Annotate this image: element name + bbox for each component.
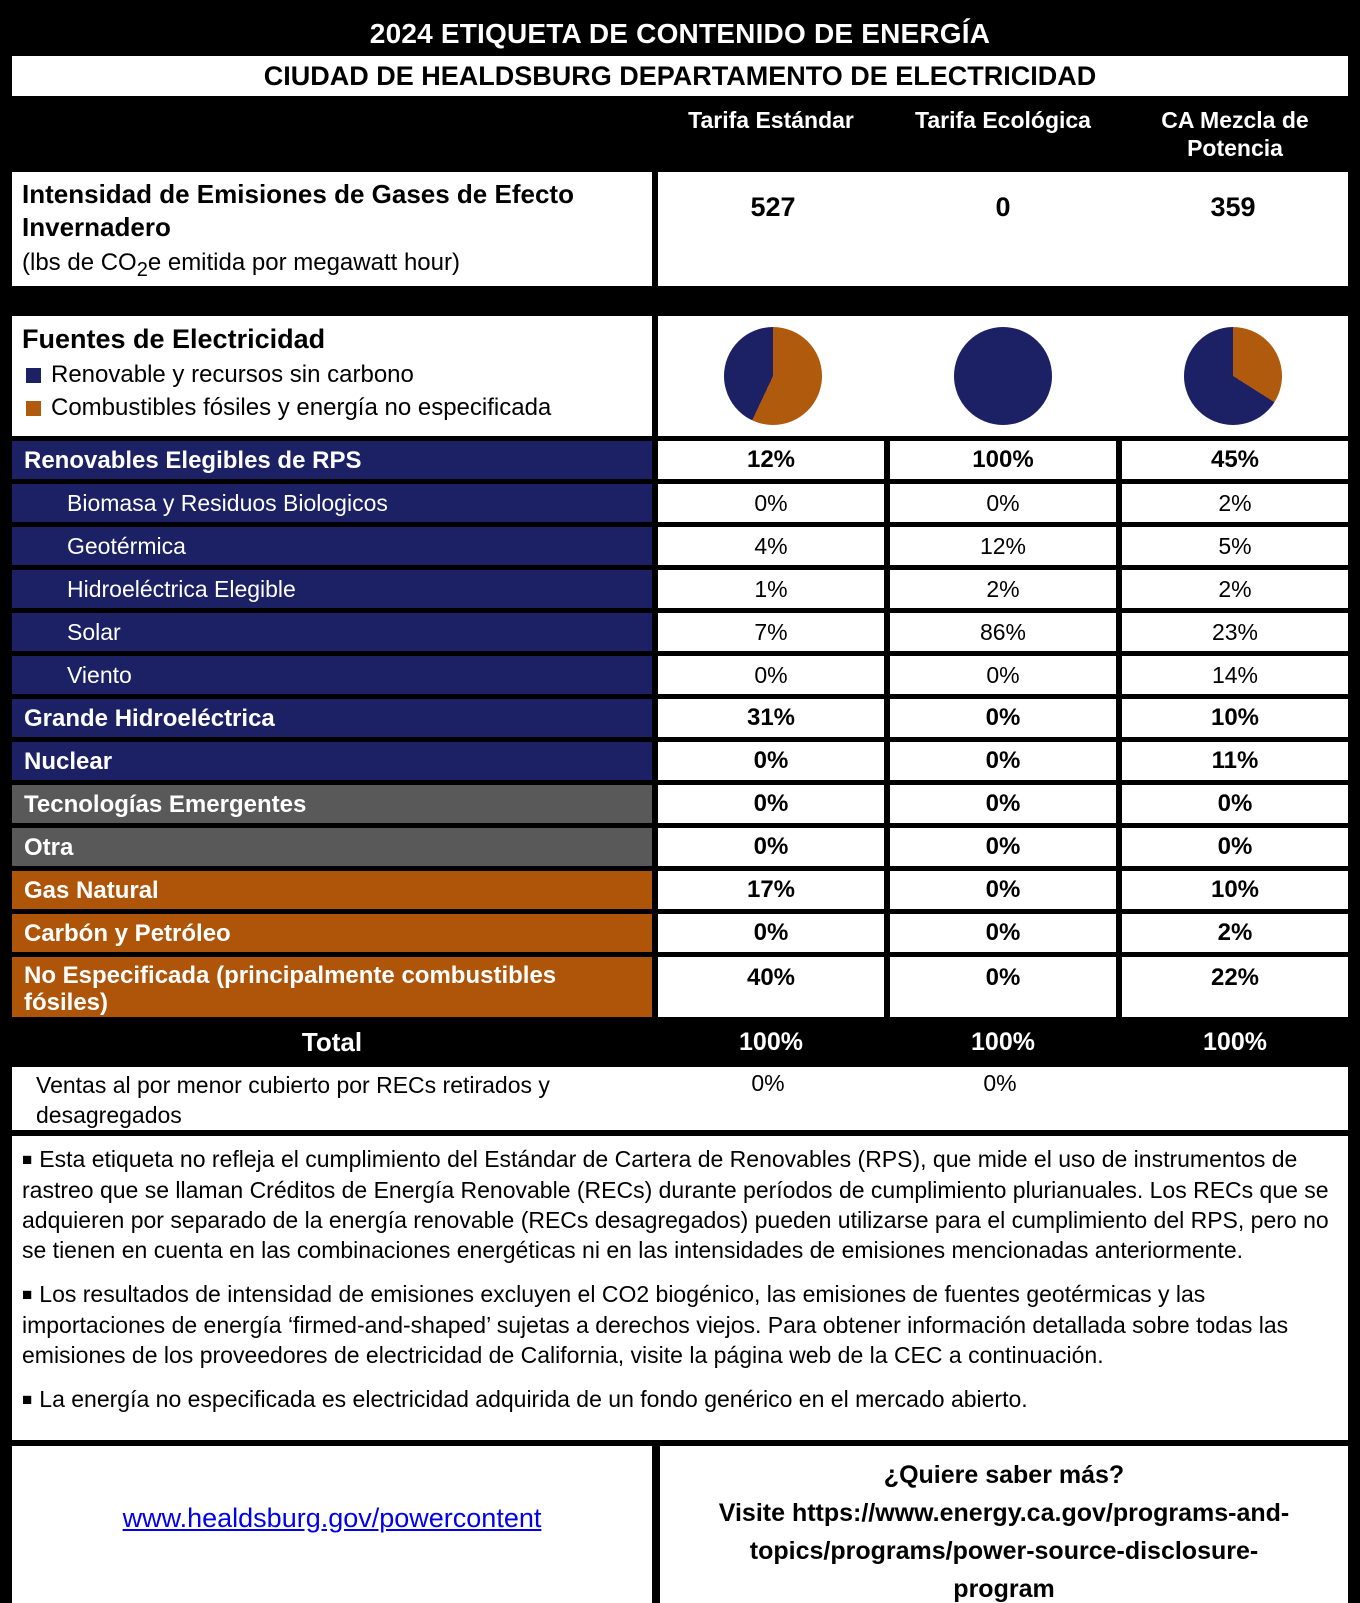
row-otra: Otra 0% 0% 0% xyxy=(12,828,1348,866)
ghg-intensity-label xyxy=(12,172,652,286)
row-tecnologias-emergentes: Tecnologías Emergentes 0% 0% 0% xyxy=(12,785,1348,823)
ghg-value-standard: 527 xyxy=(750,192,796,222)
ghg-value-ca-mix: 359 xyxy=(1210,192,1256,222)
footer-more-info-cell xyxy=(660,1446,1348,1603)
document-title: 2024 ETIQUETA DE CONTENIDO DE ENERGÍA xyxy=(369,18,991,49)
more-info-title: ¿Quiere saber más? xyxy=(883,1461,1125,1489)
footer xyxy=(12,1446,1348,1603)
note-unspecified: ■ La energía no especificada es electricidad adquirida de un fondo genérico en el mercado abierto. xyxy=(22,1386,1028,1412)
row-carbon-petroleo: Carbón y Petróleo 0% 0% 2% xyxy=(12,914,1348,952)
legend-renewable: Renovable y recursos sin carbono xyxy=(22,362,648,388)
footer-link-cell xyxy=(12,1446,652,1603)
more-info-url: Visite https://www.energy.ca.gov/programs-and-topics/programs/power-source-disclosure-program xyxy=(718,1499,1290,1603)
pie-charts-cell xyxy=(658,316,1348,436)
bullet-icon: ■ xyxy=(22,1150,33,1169)
pie-chart-tarifa-estandar xyxy=(724,327,822,425)
row-biomasa: Biomasa y Residuos Biologicos 0% 0% 2% xyxy=(12,484,1348,522)
sources-legend-cell xyxy=(12,316,652,436)
powercontent-link[interactable]: www.healdsburg.gov/powercontent xyxy=(122,1502,542,1533)
ghg-title: Intensidad de Emisiones de Gases de Efecto Invernadero xyxy=(22,179,574,242)
pie-chart-ca-mezcla xyxy=(1184,327,1282,425)
row-geotermica: Geotérmica 4% 12% 5% xyxy=(12,527,1348,565)
ghg-intensity-row xyxy=(12,172,1348,281)
subtitle-band xyxy=(12,56,1348,96)
row-renovables-rps: Renovables Elegibles de RPS 12% 100% 45% xyxy=(12,441,1348,479)
ghg-value-green: 0 xyxy=(995,192,1011,222)
row-grande-hidroelectrica: Grande Hidroeléctrica 31% 0% 10% xyxy=(12,699,1348,737)
legend-swatch-renewable-icon xyxy=(26,368,41,383)
column-headers xyxy=(12,96,1348,172)
row-nuclear: Nuclear 0% 0% 11% xyxy=(12,742,1348,780)
bullet-icon: ■ xyxy=(22,1285,33,1304)
total-row: Total 100% 100% 100% xyxy=(12,1022,1348,1062)
col-header-tarifa-estandar: Tarifa Estándar xyxy=(688,107,854,133)
bullet-icon: ■ xyxy=(22,1390,33,1409)
pie-chart-tarifa-ecologica xyxy=(954,327,1052,425)
recs-row: Ventas al por menor cubierto por RECs retirados y desagregados 0% 0% xyxy=(12,1067,1348,1130)
legend-swatch-fossil-icon xyxy=(26,401,41,416)
col-header-ca-mezcla: CA Mezcla de Potencia xyxy=(1161,107,1309,161)
row-solar: Solar 7% 86% 23% xyxy=(12,613,1348,651)
note-emissions: ■ Los resultados de intensidad de emisiones excluyen el CO2 biogénico, las emisiones de fuentes geotérmicas y las importaciones de energía ‘firmed-and-shaped’ sujetas a derechos viejos. Para obtener información detallada sobre todas las emisiones de los proveedores de electricidad de California, visite la página web de la CEC a continuación. xyxy=(22,1281,1289,1368)
ghg-unit: (lbs de $CO_2e$ emitida por megawatt hour) xyxy=(22,249,460,281)
title-band xyxy=(12,12,1348,56)
note-rps: ■ Esta etiqueta no refleja el cumplimiento del Estándar de Cartera de Renovables (RPS), que mide el uso de instrumentos de rastreo que se llaman Créditos de Energía Renovable (RECs) durante períodos de cumplimiento plurianuales. Los RECs que se adquieren por separado de la energía renovable (RECs desagregados) pueden utilizarse para el cumplimiento del RPS, pero no se tienen en cuenta en las combinaciones energéticas ni en las intensidades de emisiones mencionadas anteriormente. xyxy=(22,1146,1329,1263)
row-viento: Viento 0% 0% 14% xyxy=(12,656,1348,694)
sources-title: Fuentes de Electricidad xyxy=(22,324,326,354)
row-hidroelectrica-elegible: Hidroeléctrica Elegible 1% 2% 2% xyxy=(12,570,1348,608)
row-no-especificada: No Especificada (principalmente combustibles fósiles) 40% 0% 22% xyxy=(12,957,1348,1017)
notes-section xyxy=(12,1136,1348,1440)
col-header-tarifa-ecologica: Tarifa Ecológica xyxy=(915,107,1091,133)
row-gas-natural: Gas Natural 17% 0% 10% xyxy=(12,871,1348,909)
ghg-values xyxy=(658,172,1348,286)
sources-row xyxy=(12,316,1348,436)
legend-fossil: Combustibles fósiles y energía no especificada xyxy=(22,395,648,421)
utility-name: CIUDAD DE HEALDSBURG DEPARTAMENTO DE ELECTRICIDAD xyxy=(263,60,1097,91)
percent-table xyxy=(12,441,1348,1130)
